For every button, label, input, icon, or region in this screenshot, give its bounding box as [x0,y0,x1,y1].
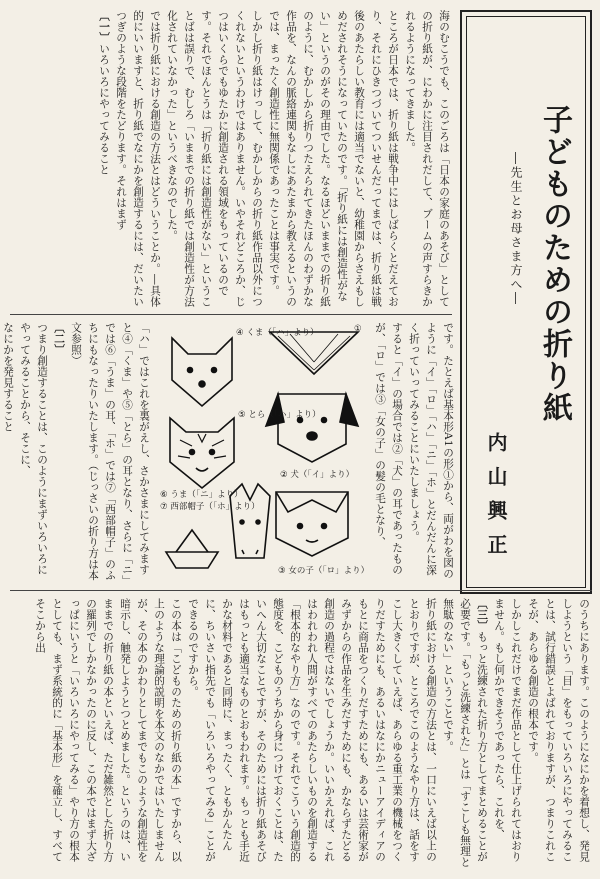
paragraph: すると「イ」の場合では②「犬」の耳であったものが、「ロ」では③「女の子」の髪の毛となり、 [374,322,403,575]
bottom-text-block [8,598,592,870]
figure-5-label: ⑤ とら（「ハ」より） [238,410,321,420]
western-hat-figure [166,530,218,568]
paragraph: 折り紙における創造の方法とは、一口にいえば以上のとおりですが、ところでこのようなやり方は、話をすこし大きくしていえば、あらゆる重工業の機械をつくりだすためにも、あるいはなにかニューアイディアのもとに商品をつくりだすためにも、あるいは芸術家がみずからの作品を生みだすためにも、かならずたどる創造の過程ではないでしょうか。いいかえれば、これはわれわれ人間がすべてのあたらしいものを創造する「根本的なやり方」なのです。それでこういう創造的態度を、こどものうちから身につけておくことは、たいへん大切なことですが、そのためには折り紙あそびはもっとも適当なものとおもわれます。もっとも手近かな材料であると同時に、まったく、ともかんたんに、ちいさい指先でも「いろいろやってみる」ことができるのですから。 [187,598,437,862]
paragraph: ところが日本では、折り紙は戦争中にはしばらくとだえており、それにひきつづいてついせんだってまでは、折り紙は戦後のあたらしい教育には適当でないと、幼稚園からさえもしめだされそうになっていたのです。「折り紙には創造性がない」というのがその理由でした。なるほどいままでの折り紙のように、むかしから折りつたえられてきたほんのわずかな作品を、なんの脈絡連関もなしにあたまから教えるというのでは、まったく創造性に無関係であったことは事実です。 [268,10,399,307]
paragraph: しかしこれだけでまだ作品として仕上げられてはおりません。もし何かできそうであったら、これを、 [493,598,522,862]
base-form-figure [270,332,358,374]
divider [10,314,452,315]
section-3-mark: 〔三〕 [476,598,488,631]
tiger-face-figure [170,418,234,488]
paragraph: つまり創造することは、このようにまずいろいろにやってみることから、そこに、 [19,322,48,575]
origami-figures-svg [158,322,370,584]
title-box [460,10,592,594]
figure-2-label: ② 犬（「イ」より） [280,470,355,480]
bear-face-figure [172,338,232,406]
paragraph: 「ハ」ではこれを裏がえし、さかさまにしてみますと④「くま」や⑤「とら」の耳となり、さらに「ニ」では⑥「うま」の耳、「ホ」では⑦「西部帽子」のふちにもなったりいたします。（じっさいの折り方は本文参照） [70,322,150,581]
article-subtitle: ―先生とお母さま方へ― [509,152,523,306]
section-1-mark: 〔一〕 [98,10,110,43]
figure-6-label: ⑥ うま（「ニ」より） [160,490,243,500]
intro-text-block [8,10,452,310]
middle-left-text [2,322,152,584]
section-1-heading: いろいろにやってみること [98,43,110,175]
divider [10,590,592,591]
paragraph: しかし折り紙はけっして、むかしからの折り紙作品以外につくれないというわけではありません。いやそれどころか、じつはいくらでもゆたかに創造される領域をもっているのです。それでほんとうは「折り紙には創造性がない」ということばは誤りで、むしろ「いままでの折り紙では創造性が方法化されていなかった」というべきなのでした。 [166,10,263,307]
figure-7-label: ⑦ 西部帽子（「ホ」より） [160,502,260,512]
middle-right-text [376,322,456,584]
paragraph: この本は「こどものための折り紙の本」ですから、以上のような理論的説明を本文のなかではいたしませんが、その本のかわりとしてまでもこのような創造性を暗示し、触発しようとつとめました。というのは、いままでの折り紙の本といえば、ただ雑然とした折り方の羅列でしかなかったのに反し、この本ではまず大ざっぱにいうと「いろいろにやってみる」やり方の根本としても、まず系統的に「基本形」を確立し、すべてそこから出 [34,598,182,862]
section-3-text: もっと洗練された折り方としてまとめることが必要です。「もっと洗練された」とは「すこしも無理と無駄のない」ということです。 [442,598,488,868]
paragraph: では折り紙における創造の方法とはどういうことか。―具体的にいいますと、折り紙でなにかを創造するには、だいたいつぎのような段階をたどります。それはまず [115,10,161,307]
figure-1-label: ① [354,324,362,334]
paragraph: 海のむこうでも、このごろは「日本の家庭のあそび」としての折り紙が、にわかに注目されだして、ブームの声すらきかれるようになってきました。 [404,10,450,307]
figure-4-label: ④ くま（「ハ」より） [236,328,319,338]
origami-illustration [158,322,370,584]
dog-face-figure [266,394,358,462]
author-name: 内山興正 [484,432,508,568]
paragraph: のうちにあります。このようになにかを着想し、発見しようという「目」をもっていろいろにやってみることは、試行錯誤とよばれておりますが、つまりこれこそが、あらゆる創造の根本です。 [527,598,590,862]
section-2-mark: 〔二〕 [53,322,65,355]
figure-3-label: ③ 女の子（「ロ」より） [278,566,370,576]
article-title: 子どものための折り紙 [537,104,572,424]
girl-face-figure [276,492,348,556]
paragraph: です。たとえば基本形A1の形①から、両がわを図のように「イ」「ロ」「ハ」「ニ」「ホ」とだんだんに深く折っていってみることにいたしましょう。 [408,322,454,580]
section-2-heading: なにかを発見すること [2,322,14,432]
